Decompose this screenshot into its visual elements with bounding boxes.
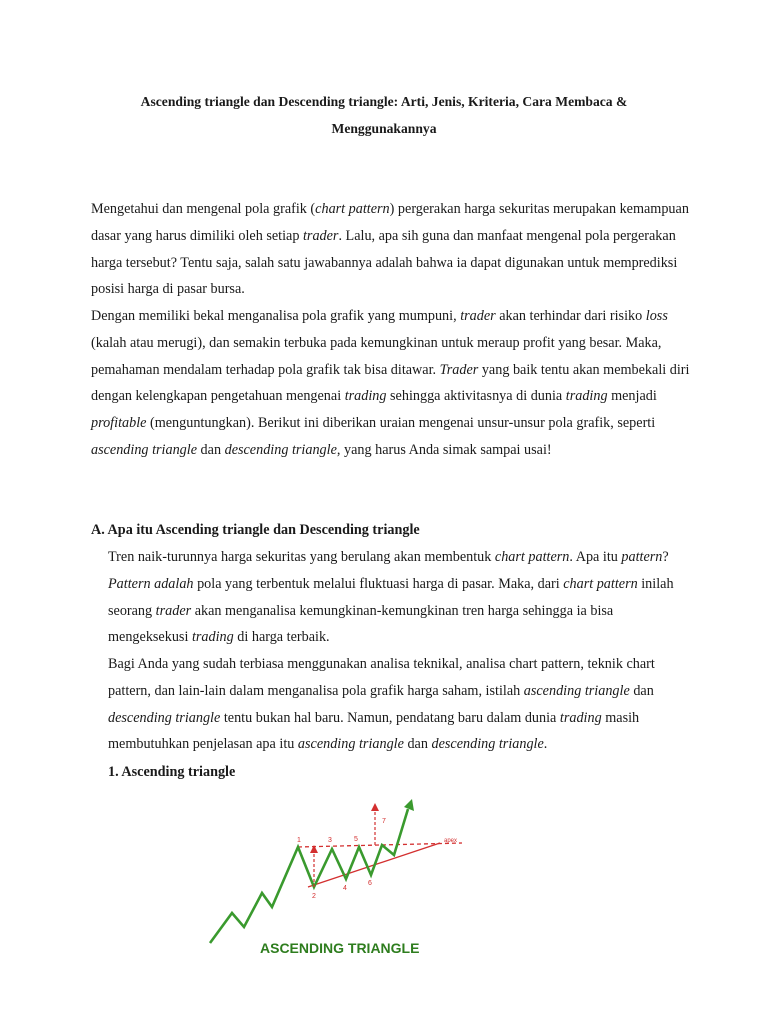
italic-text: pattern [621,549,663,565]
text-run: . Apa itu [569,549,622,565]
text-run: yang baik tentu akan membekali diri dengan kelengkapan pengetahuan mengenai [91,361,690,405]
text-run: Mengetahui dan mengenal pola grafik ( [91,201,316,217]
point-label-1: 1 [297,837,301,844]
point-label-5: 5 [354,836,358,843]
section-a-paragraph-1 [108,544,688,651]
title-line-1: Ascending triangle dan Descending triangle: Arti, Jenis, Kriteria, Cara Membaca & [140,94,628,109]
intro-paragraph-2 [91,303,691,464]
intro-paragraph-1 [91,196,691,303]
section-a-paragraph-2 [108,651,688,758]
text-run: menjadi [607,388,657,405]
text-run: Bagi Anda yang sudah terbiasa menggunakan analisa teknikal, analisa chart pattern, teknik chart pattern, dan lain-lain dalam menganalisa pola grafik harga saham, istilah [108,656,655,699]
text-run: (menguntungkan). Berikut ini diberikan uraian mengenai unsur-unsur pola grafik, seperti [146,415,656,432]
italic-text: Pattern adalah [108,575,194,592]
figure-caption: ASCENDING TRIANGLE [260,940,420,956]
text-run: masih membutuhkan penjelasan apa itu [108,709,640,753]
title-line-2: Menggunakannya [331,121,437,136]
text-run: tentu bukan hal baru. Namun, pendatang baru dalam dunia [220,709,560,726]
text-run: Dengan memiliki bekal menganalisa pola grafik yang mumpuni, [91,308,461,324]
italic-text: trader [155,602,192,619]
text-run: dan [197,441,225,458]
text-run: dan [629,682,654,699]
italic-text: descending triangle [431,736,544,753]
text-run: inilah seorang [108,575,674,619]
text-run: . [543,736,548,753]
text-run: akan terhindar dari risiko [495,308,646,324]
price-path [210,809,408,943]
subsection-ascending-triangle-heading: 1. Ascending triangle [108,764,236,780]
italic-text: descending triangle [108,709,221,726]
italic-text: trader [460,308,496,324]
point-label-2: 2 [312,893,316,900]
italic-text: trading [344,388,387,405]
text-run: sehingga aktivitasnya di dunia [386,388,566,405]
text-run: di harga terbaik. [233,629,330,646]
italic-text: descending triangle [224,441,337,458]
text-run: Tren naik-turunnya harga sekuritas yang berulang akan membentuk [108,549,495,565]
text-run: (kalah atau merugi), dan semakin terbuka pada kemungkinan untuk meraup profit yang besar. Maka, pemahaman mendalam terhadap pola grafik tak bisa ditawar. [91,334,662,378]
text-run: akan menganalisa kemungkinan-kemungkinan tren harga sehingga ia bisa mengeksekusi [108,602,614,646]
italic-text: chart pattern [494,549,570,565]
point-label-7: 7 [382,818,386,825]
height-arrowhead [310,845,318,853]
text-run: , yang harus Anda simak sampai usai! [336,441,552,458]
point-label-4: 4 [343,885,347,892]
price-arrowhead [404,799,414,811]
ascending-triangle-figure [204,795,472,965]
italic-text: chart pattern [563,575,638,592]
text-run: . Lalu, apa sih guna dan manfaat mengenal pola pergerakan harga tersebut? Tentu saja, salah satu jawabannya adalah bahwa ia dapat digunakan untuk memprediksi posisi harga di pasar bursa. [91,227,678,298]
document-title [60,88,708,142]
point-label-6: 6 [368,880,372,887]
text-run: ) pergerakan harga sekuritas merupakan kemampuan dasar yang harus dimiliki oleh setiap [91,201,689,244]
italic-text: trader [302,227,339,244]
italic-text: loss [645,308,668,324]
italic-text: ascending triangle [297,736,404,753]
text-run: pola yang terbentuk melalui fluktuasi harga di pasar. Maka, dari [193,575,564,592]
italic-text: profitable [91,415,147,432]
text-run: ? [662,549,669,565]
italic-text: Trader [439,361,479,378]
italic-text: ascending triangle [523,682,630,699]
text-run: dan [403,736,432,753]
italic-text: trading [191,629,234,646]
italic-text: chart pattern [315,201,390,217]
italic-text: trading [559,709,602,726]
point-label-3: 3 [328,837,332,844]
target-arrowhead [371,803,379,811]
apex-label: apex [444,838,458,844]
italic-text: ascending triangle [91,441,197,458]
italic-text: trading [565,388,608,405]
section-a-heading: A. Apa itu Ascending triangle dan Descending triangle [91,522,420,538]
